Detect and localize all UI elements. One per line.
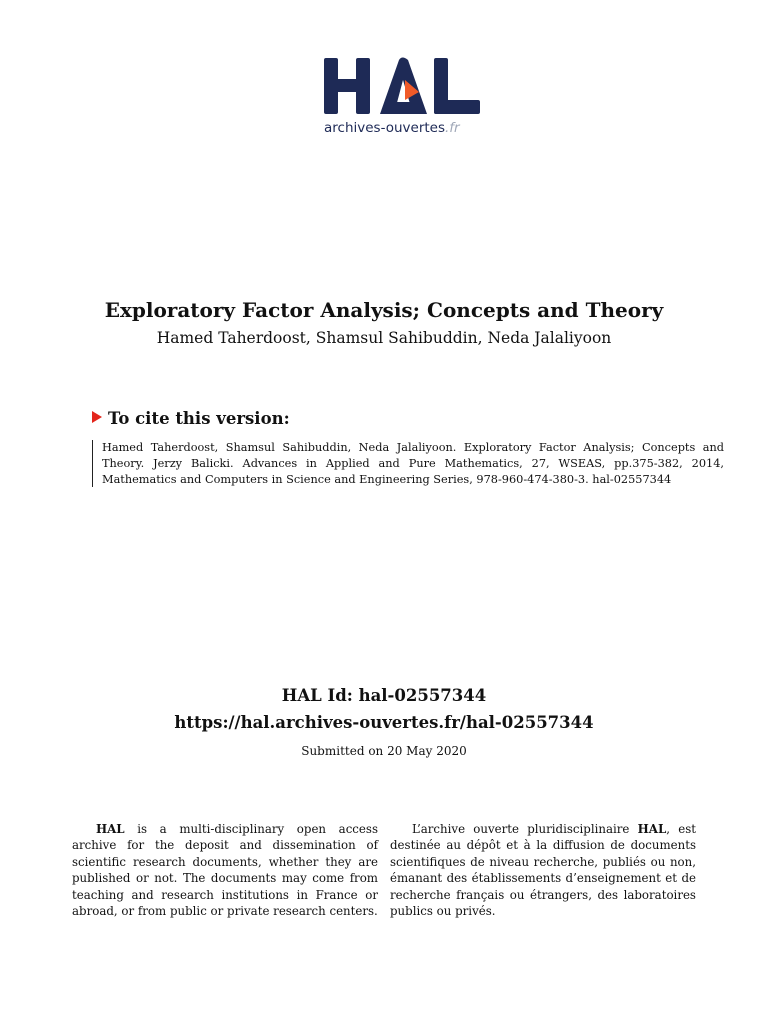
paper-authors: Hamed Taherdoost, Shamsul Sahibuddin, Neda Jalaliyoon	[156, 329, 612, 347]
hal-logo-mark	[322, 56, 484, 118]
hal-id: HAL Id: hal-02557344	[281, 686, 487, 705]
citation-text: Hamed Taherdoost, Shamsul Sahibuddin, Neda Jalaliyoon. Exploratory Factor Analysis; Concepts and Theory. Jerzy Balicki. Advances in Applied and Pure Mathematics, 27, WSEAS, pp.375-382, 2014, Mathematics and Computers in Science and Engineering Series, 978-960-474-380-3. hal-02557344	[92, 440, 724, 487]
hal-logo	[322, 56, 484, 144]
cite-heading: To cite this version:	[92, 409, 290, 428]
hal-logo-tagline: archives-ouvertes.fr	[324, 120, 460, 136]
notice-french: L’archive ouverte pluridisciplinaire HAL, est destinée au dépôt et à la diffusion de documents scientifiques de niveau recherche, publiés ou non, émanant des établissements d’enseignement et de recherche français ou étrangers, des laboratoires publics ou privés.	[390, 822, 696, 919]
hal-url-link[interactable]: https://hal.archives-ouvertes.fr/hal-02557344	[174, 713, 594, 732]
submitted-date: Submitted on 20 May 2020	[301, 744, 467, 758]
triangle-right-icon	[92, 411, 102, 423]
paper-title: Exploratory Factor Analysis; Concepts and Theory	[104, 298, 664, 322]
notice-english: HAL is a multi-disciplinary open access archive for the deposit and dissemination of scientific research documents, whether they are published or not. The documents may come from teaching and research institutions in France or abroad, or from public or private research centers.	[72, 822, 378, 919]
